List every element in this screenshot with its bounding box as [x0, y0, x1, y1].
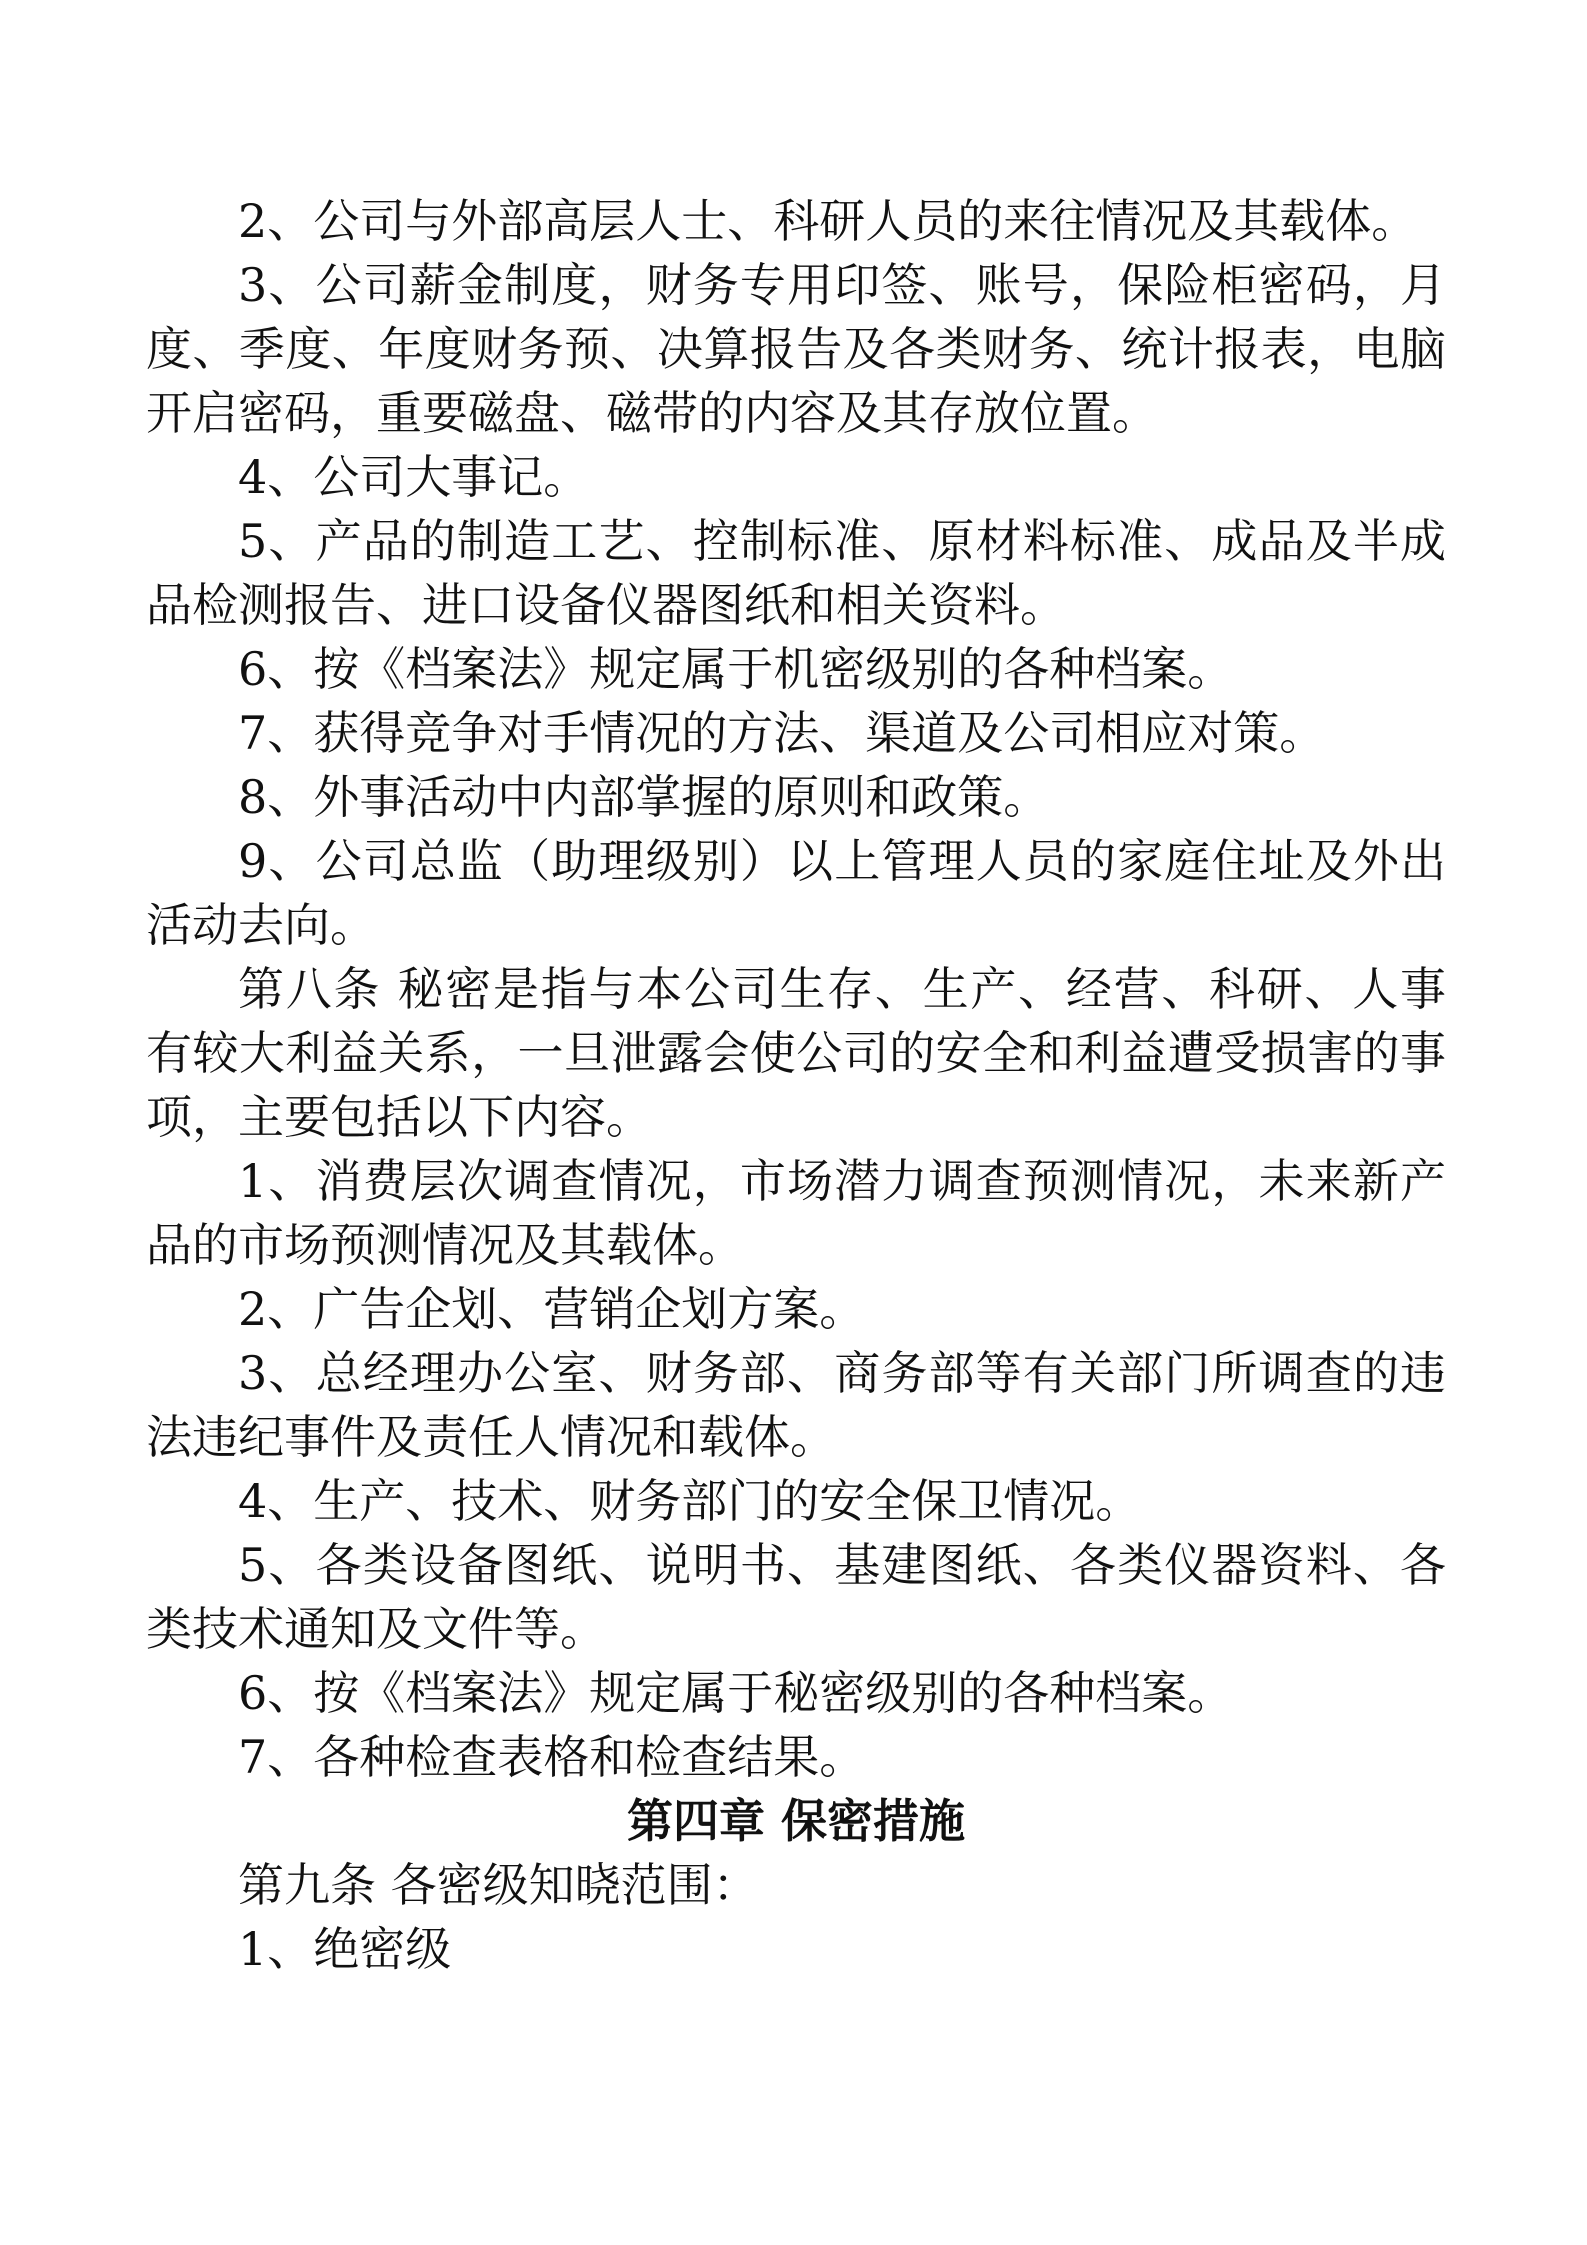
paragraph-item-2-external-contacts: 2、公司与外部高层人士、科研人员的来往情况及其载体。 [238, 194, 1418, 248]
document-body [146, 189, 1446, 1981]
paragraph-top-secret-level: 1、绝密级 [238, 1922, 452, 1976]
paragraph-item-9-executive-addresses: 9、公司总监（助理级别）以上管理人员的家庭住址及外出活动去向。 [146, 834, 1446, 952]
chapter-heading: 第四章 保密措施 [626, 1794, 965, 1848]
paragraph-item-7-competitor-intel: 7、获得竞争对手情况的方法、渠道及公司相应对策。 [238, 706, 1326, 760]
paragraph-secret-3-investigations: 3、总经理办公室、财务部、商务部等有关部门所调查的违法违纪事件及责任人情况和载体。 [146, 1346, 1446, 1464]
paragraph-secret-7-inspections: 7、各种检查表格和检查结果。 [238, 1730, 866, 1784]
paragraph-secret-2-marketing-plans: 2、广告企划、营销企划方案。 [238, 1282, 866, 1336]
paragraph-item-8-foreign-affairs: 8、外事活动中内部掌握的原则和政策。 [238, 770, 1050, 824]
article-9-access-scope: 第九条 各密级知晓范围： [238, 1858, 759, 1912]
paragraph-item-6-confidential-archives: 6、按《档案法》规定属于机密级别的各种档案。 [238, 642, 1234, 696]
paragraph-secret-5-drawings: 5、各类设备图纸、说明书、基建图纸、各类仪器资料、各类技术通知及文件等。 [146, 1538, 1446, 1656]
paragraph-secret-6-secret-archives: 6、按《档案法》规定属于秘密级别的各种档案。 [238, 1666, 1234, 1720]
article-8-secret-definition: 第八条 秘密是指与本公司生存、生产、经营、科研、人事有较大利益关系，一旦泄露会使公司的安全和利益遭受损害的事项，主要包括以下内容。 [146, 962, 1446, 1144]
paragraph-item-3-finance-secrets: 3、公司薪金制度，财务专用印签、账号，保险柜密码，月度、季度、年度财务预、决算报告及各类财务、统计报表，电脑开启密码，重要磁盘、磁带的内容及其存放位置。 [146, 258, 1446, 440]
paragraph-item-5-manufacturing: 5、产品的制造工艺、控制标准、原材料标准、成品及半成品检测报告、进口设备仪器图纸和相关资料。 [146, 514, 1446, 632]
paragraph-item-4-chronicle: 4、公司大事记。 [238, 450, 590, 504]
paragraph-secret-4-security: 4、生产、技术、财务部门的安全保卫情况。 [238, 1474, 1142, 1528]
paragraph-secret-1-market-research: 1、消费层次调查情况，市场潜力调查预测情况，未来新产品的市场预测情况及其载体。 [146, 1154, 1446, 1272]
